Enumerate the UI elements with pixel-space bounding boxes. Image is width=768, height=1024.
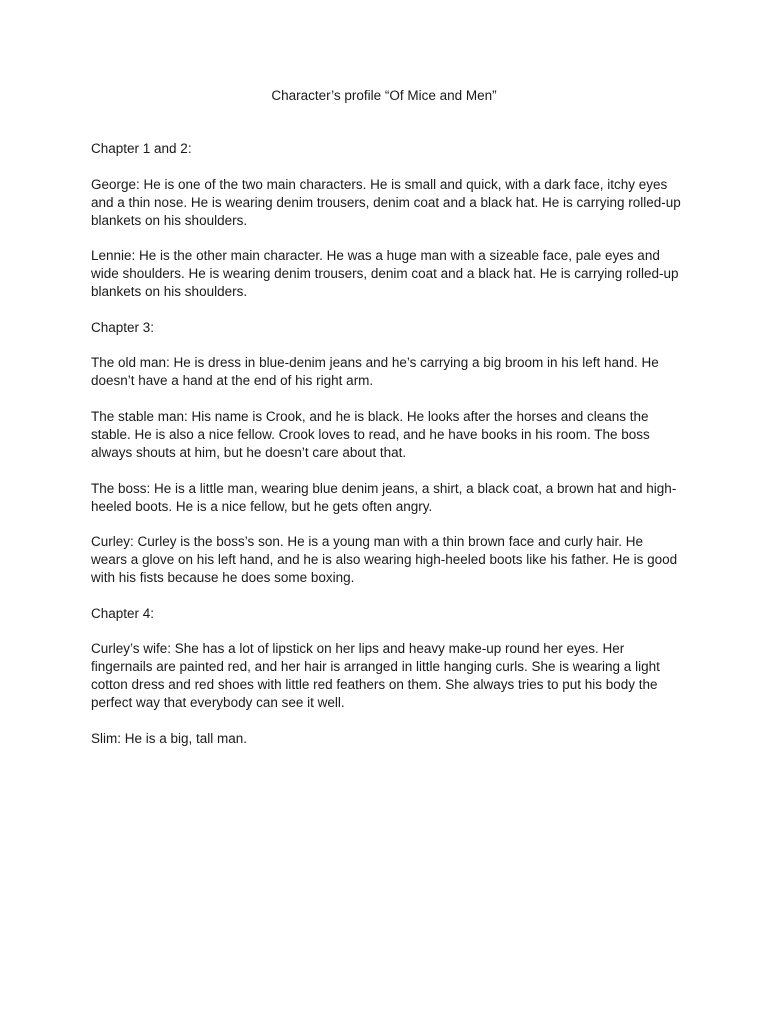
paragraph-old-man: The old man: He is dress in blue-denim jeans and he’s carrying a big broom in his left hand. He doesn’t have a hand at the end of his right arm.: [91, 355, 659, 389]
paragraph-stable-man: The stable man: His name is Crook, and he is black. He looks after the horses and cleans the stable. He is also a nice fellow. Crook loves to read, and he have books in his room. The boss always shouts at him, but he doesn’t care about that.: [91, 408, 650, 460]
chapter-heading-4: Chapter 4:: [91, 605, 155, 621]
document-body: [91, 140, 681, 748]
paragraph-george: George: He is one of the two main characters. He is small and quick, with a dark face, itchy eyes and a thin nose. He is wearing denim trousers, denim coat and a black hat. He is carrying rolled-up blankets on his shoulders.: [91, 176, 681, 228]
paragraph-boss: The boss: He is a little man, wearing blue denim jeans, a shirt, a black coat, a brown hat and high-heeled boots. He is a nice fellow, but he gets often angry.: [91, 480, 677, 514]
paragraph-lennie: Lennie: He is the other main character. He was a huge man with a sizeable face, pale eyes and wide shoulders. He is wearing denim trousers, denim coat and a black hat. He is carrying rolled-up blankets on his shoulders.: [91, 248, 679, 300]
paragraph-curleys-wife: Curley’s wife: She has a lot of lipstick on her lips and heavy make-up round her eyes. Her fingernails are painted red, and her hair is arranged in little hanging curls. She is wearing a light cotton dress and red shoes with little red feathers on them. She always tries to put his body the perfect way that everybody can see it well.: [91, 641, 660, 711]
chapter-heading-1-2: Chapter 1 and 2:: [91, 141, 192, 156]
paragraph-curley: Curley: Curley is the boss’s son. He is a young man with a thin brown face and curly hair. He wears a glove on his left hand, and he is also wearing high-heeled boots like his father. He is good with his fists because he does some boxing.: [91, 534, 678, 586]
paragraph-slim: Slim: He is a big, tall man.: [91, 730, 248, 746]
chapter-heading-3: Chapter 3:: [91, 319, 155, 335]
document-title: Character’s profile “Of Mice and Men”: [271, 88, 497, 103]
